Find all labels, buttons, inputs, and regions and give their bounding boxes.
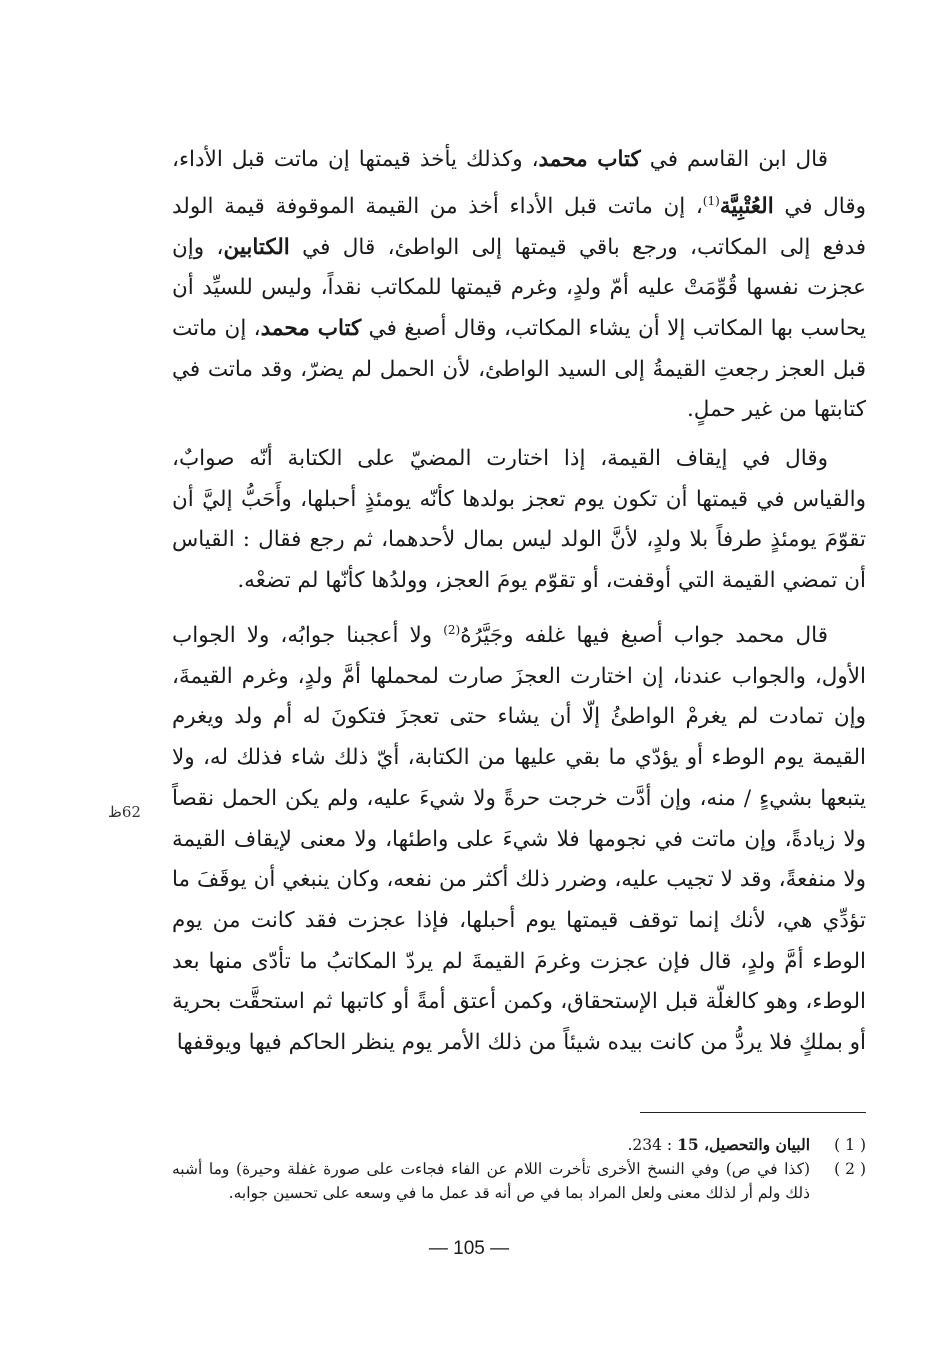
text-run: ، وإن عجزت نفسها قُوِّمَتْ عليه أمّ ولدٍ، وغرم قيمتها للمكاتب نقداً، وليس للسيِّد أن يحاسب بها المكاتب إلا أن يشاء المكاتب، وقال أصبغ في [172, 234, 866, 341]
bold-citation: العُتْبِيَّة [719, 193, 774, 219]
footnote-number: ( 1 ) [834, 1136, 866, 1154]
footnote-separator [640, 1112, 866, 1113]
footnote-text [172, 1157, 810, 1205]
footnote-ref: (1) [702, 193, 720, 208]
page-number: — 105 — [428, 1238, 510, 1259]
text-run: : 234. [627, 1136, 678, 1154]
text-run: قال محمد جواب أصبغ فيها غلفه وجَيَّرُهُ [460, 623, 828, 649]
text-run: ، إن ماتت قبل العجز رجعتِ القيمةُ إلى السيد الواطئ، لأن الحمل لم يضرّ، وقد ماتت في كتابتها من غير حملٍ. [172, 315, 866, 423]
bold-citation: البيان والتحصيل، 15 [677, 1135, 810, 1154]
footnote-ref: (2) [443, 622, 461, 637]
paragraph [172, 140, 866, 431]
text-run: ، وكذلك يأخذ قيمتها إن ماتت قبل الأداء، وقال في [172, 147, 866, 219]
bold-citation: الكتابين [223, 234, 290, 260]
footnote-text [172, 1133, 810, 1157]
bold-citation: كتاب محمد [260, 315, 362, 341]
text-run: قال ابن القاسم في [640, 147, 828, 172]
main-text [172, 140, 866, 1072]
paragraph [172, 610, 866, 1064]
footnote [172, 1133, 866, 1157]
footnotes [172, 1133, 866, 1205]
text-run: (كذا في ص) وفي النسخ الأخرى تأخرت اللام عن الفاء فجاءت على صورة غفلة وحيرة) وما أشبه ذلك ولم أر لذلك معنى ولعل المراد بما في ص أنه قد عمل ما في وسعه على تحسين جوابه. [172, 1160, 810, 1202]
paragraph [172, 439, 866, 602]
margin-folio-note: 62ظ [108, 803, 141, 821]
footnote-number: ( 2 ) [834, 1160, 866, 1178]
footnote [172, 1157, 866, 1205]
text-run: وقال في إيقاف القيمة، إذا اختارت المضيّ على الكتابة أنّه صوابٌ، والقياس في قيمتها أن تكون يوم تعجز بولدها كأنّه يومئذٍ أحبلها، وأَحَبُّ إليَّ أن تقوّمَ يومئذٍ طرفاً بلا ولدٍ، لأنَّ الولد ليس بمال لأحدهما، ثم رجع فقال : القياس أن تمضي القيمة التي أوقفت، أو تقوّم يومَ العجز، وولدُها كأنّها لم تضعْه. [172, 446, 866, 594]
text-run: ولا أعجبنا جوابُه، ولا الجواب الأول، والجواب عندنا، إن اختارت العجزَ صارت لمحملها أمَّ ولدٍ، وغرم القيمةَ، وإن تمادت لم يغرمْ الواطئُ إلّا أن يشاء حتى تعجزَ فتكونَ له أم ولد ويغرم القيمة يوم الوطء أو يؤدّي ما بقي عليها من الكتابة، أيّ ذلك شاء فذلك له، ولا يتبعها بشيءٍ / منه، وإن أدَّت خرجت حرةً ولا شيءَ عليه، ولم يكن الحمل نقصاً ولا زيادةً، وإن ماتت في نجومها فلا شيءَ على واطئها، ولا معنى لإيقاف القيمة ولا منفعةً، وقد لا تجيب عليه، وضرر ذلك أكثر من نفعه، وكان ينبغي أن يوقَفَ ما تؤدِّي هي، لأنك إنما توقف قيمتها يوم أحبلها، فإذا عجزت فقد كانت من يوم الوطء أمَّ ولدٍ، قال فإن عجزت وغرمَ القيمةَ لم يردّ المكاتبُ ما تأدّى منها بعد الوطء، وهو كالغلّة قبل الإستحقاق، وكمن أعتق أمةً أو كاتبها ثم استحقَّت بحرية أو بملكٍ فلا يردُّ من كانت بيده شيئاً من ذلك الأمر يوم ينظر الحاكم فيها ويوقفها [172, 623, 866, 1056]
text-run: ، إن ماتت قبل الأداء أخذ من القيمة الموقوفة قيمة الولد فدفع إلى المكاتب، ورجع باقي قيمتها إلى الواطئ، قال في [172, 193, 867, 260]
bold-citation: كتاب محمد [538, 147, 641, 172]
